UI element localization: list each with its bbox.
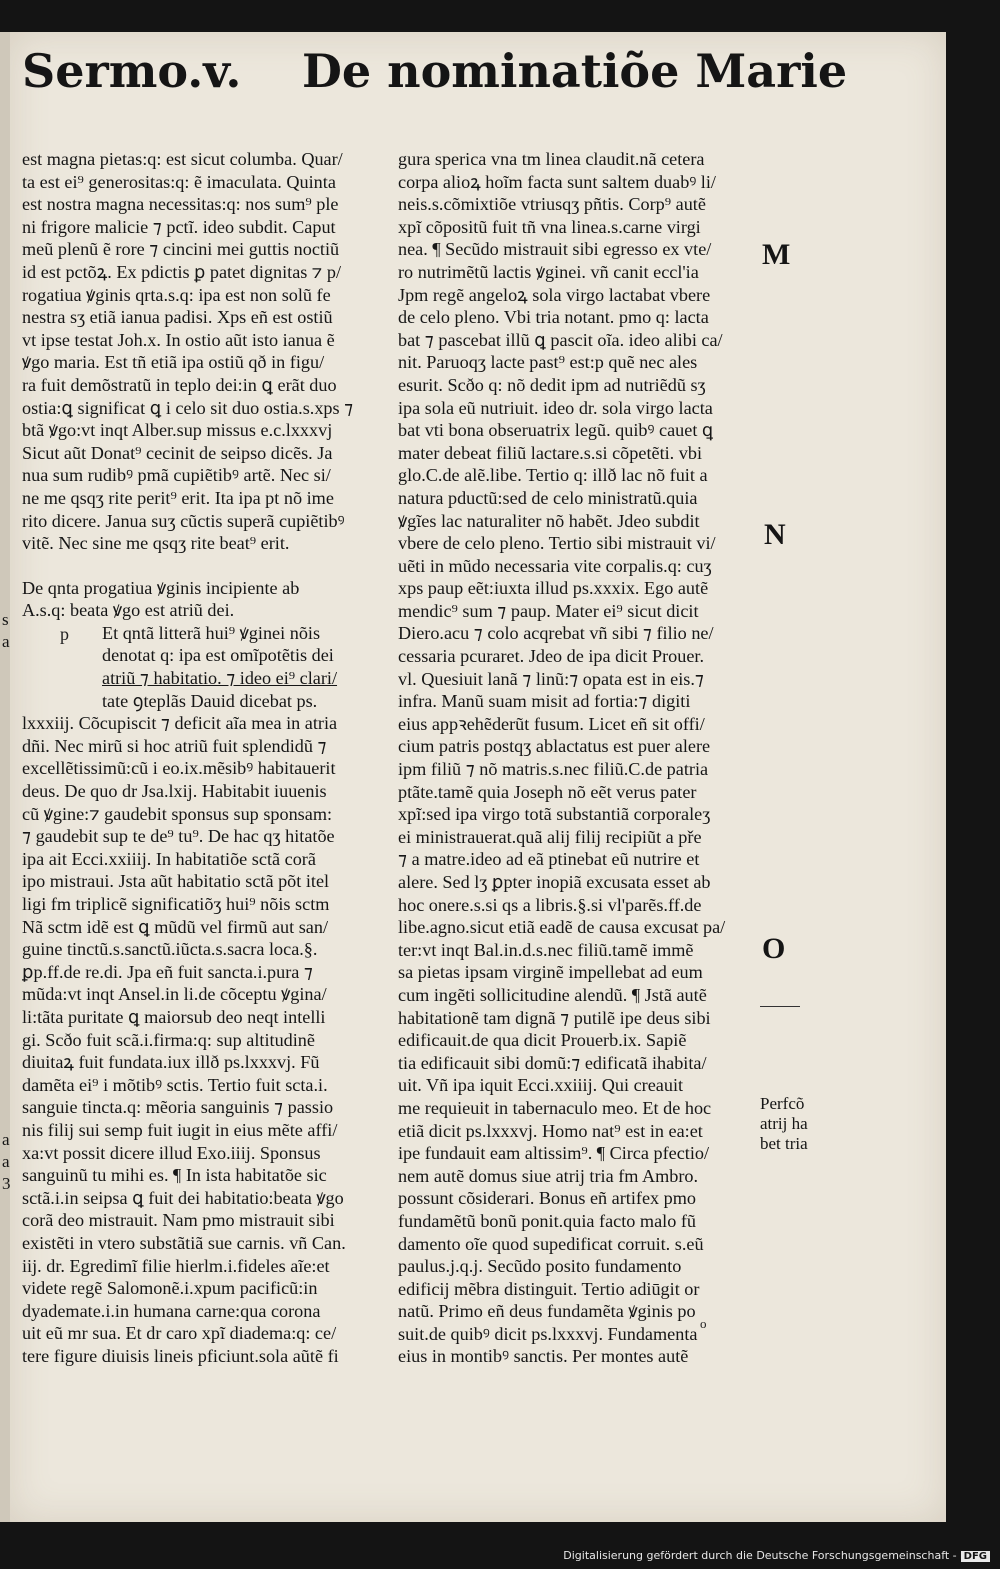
text-line: ter:vt inqt Bal.in.d.s.nec filiũ.tamẽ immẽ xyxy=(398,939,694,960)
text-line: nem autẽ domus siue atrij tria fm Ambro. xyxy=(398,1165,699,1186)
text-line: ipa ait Ecci.xxiiij. In habitatiõe sctã corã xyxy=(22,848,316,869)
text-line: me requieuit in tabernaculo meo. Et de hoc xyxy=(398,1097,712,1118)
text-line: nis filij sui semp fuit iugit in eius mẽte affi/ xyxy=(22,1119,338,1140)
text-line: videte regẽ Salomonẽ.i.xpum pacificũ:in xyxy=(22,1278,318,1299)
margin-note-line: bet tria xyxy=(760,1134,808,1153)
text-line: mater debeat filiũ lactare.s.si cõpetẽti. vbi xyxy=(398,442,703,463)
text-line: ligi fm triplicẽ significatiõʒ hui⁹ nõis sctm xyxy=(22,894,330,914)
guide-letter-p: p xyxy=(60,624,69,644)
text-line: Sicut aũt Donat⁹ cecinit de seipso dicẽs. Ja xyxy=(22,442,333,463)
text-line: deus. De quo dr Jsa.lxij. Habitabit iuuenis xyxy=(22,781,327,802)
text-line: ꝑp.ff.de re.di. Jpa eñ fuit sancta.i.pura ⁊ xyxy=(22,961,313,982)
text-line: mũda:vt inqt Ansel.in li.de cõceptu ꝟgina/ xyxy=(22,984,327,1005)
text-line: libe.agno.sicut etiã eadẽ de causa excusat pa/ xyxy=(398,917,726,938)
text-line: rogatiua ꝟginis qrta.s.q: ipa est non solũ fe xyxy=(22,284,331,305)
text-line: meũ plenũ ẽ rore ⁊ cincini mei guttis noctiũ xyxy=(22,239,340,260)
right-column xyxy=(398,148,754,1368)
text-line: nestra sʒ etiã ianua padisi. Xps eñ est ostiũ xyxy=(22,307,333,328)
text-line: ⁊ gaudebit sup te de⁹ tu⁹. De hac qʒ hitatõe xyxy=(22,826,335,847)
running-head-title: De nominatiõe Marie xyxy=(302,44,848,98)
text-line: esurit. Scðo q: nõ dedit ipm ad nutriẽdũ sʒ xyxy=(398,374,706,395)
text-line: gura sperica vna tm linea claudit.nã cetera xyxy=(398,149,705,169)
text-line: ipa sola eũ nutriuit. ideo dr. sola virgo lacta xyxy=(398,397,713,418)
text-line: rito dicere. Janua suʒ cũctis superã cupiẽtibꝰ xyxy=(22,510,345,531)
text-line: neis.s.cõmixtiõe vtriusqʒ pñtis. Corp⁹ autẽ xyxy=(398,194,706,215)
digitization-footer xyxy=(563,1549,990,1562)
chapter-heading-line: A.s.q: beata ꝟgo est atriũ dei. xyxy=(22,600,235,621)
text-line: uit. Vñ ipa iquit Ecci.xxiiij. Qui creauit xyxy=(398,1075,684,1096)
text-line: est nostra magna necessitas:q: nos sum⁹ ple xyxy=(22,194,339,215)
text-line: edificauit.de qua dicit Prouerb.ix. Sapiẽ xyxy=(398,1030,687,1051)
chapter-heading-line: De qnta progatiua ꝟginis incipiente ab xyxy=(22,577,300,598)
text-line: sanguie tincta.q: mẽoria sanguinis ⁊ passio xyxy=(22,1097,334,1118)
text-line: tate ꝯteplãs Dauid dicebat ps. xyxy=(102,690,318,711)
left-edge-fragment: s xyxy=(2,610,9,629)
text-line: tere figure diuisis lineis pficiunt.sola aũtẽ fi xyxy=(22,1345,339,1366)
text-line: natũ. Primo eñ deus fundamẽta ꝟginis po xyxy=(398,1301,696,1322)
text-line: cium patris postqʒ ablactatus est puer alere xyxy=(398,736,711,757)
text-line: dñi. Nec mirũ si hoc atriũ fuit splendidũ ⁊ xyxy=(22,735,327,756)
text-line: sctã.i.in seipsa ꝗ fuit dei habitatio:beata ꝟgo xyxy=(22,1187,344,1208)
text-line: mendic⁹ sum ⁊ paup. Mater ei⁹ sicut dicit xyxy=(398,600,699,621)
running-head-sermo: Sermo.v. xyxy=(22,44,242,98)
margin-rule xyxy=(760,1006,800,1007)
text-line: ipm filiũ ⁊ nõ matris.s.nec filiũ.C.de patria xyxy=(398,759,709,780)
text-line: sanguinũ tu mihi es. ¶ In ista habitatõe sic xyxy=(22,1165,327,1186)
text-line: cũ ꝟgine:⁊ gaudebit sponsus sup sponsam: xyxy=(22,803,333,824)
text-line: ꝟgo maria. Est tñ etiã ipa ostiũ qð in figu/ xyxy=(22,352,325,373)
text-line: excellẽtissimũ:cũ i eo.ix.mẽsibꝰ habitauerit xyxy=(22,758,336,779)
margin-letter-o: O xyxy=(762,932,786,965)
footer-text: Digitalisierung gefördert durch die Deutsche Forschungsgemeinschaft - xyxy=(563,1549,957,1562)
text-line: vitẽ. Nec sine me qsqʒ rite beat⁹ erit. xyxy=(22,533,290,554)
text-line: existẽti in vtero substãtiã sue carnis. vñ Can. xyxy=(22,1232,346,1253)
text-line: cessaria pcuraret. Jdeo de ipa dicit Prouer. xyxy=(398,646,705,667)
text-line: ipo mistraui. Jsta aũt habitatio sctã põt itel xyxy=(22,871,330,892)
text-line: dyademate.i.in humana carne:qua corona xyxy=(22,1300,321,1321)
text-line: est magna pietas:q: est sicut columba. Quar/ xyxy=(22,149,343,169)
text-line: li:tãta puritate ꝗ maiorsub deo neqt intelli xyxy=(22,1006,326,1027)
text-line: denotat q: ipa est omĩpotẽtis dei xyxy=(102,645,334,666)
text-line: corpa alioꝝ hoĩm facta sunt saltem duabꝰ li/ xyxy=(398,171,716,192)
text-line: sa pietas ipsam virginẽ impellebat ad eum xyxy=(398,962,703,983)
text-line: bat vti bona obseruatrix legũ. quibꝰ cauet ꝗ xyxy=(398,420,714,441)
text-line: btã ꝟgo:vt inqt Alber.sup missus e.c.lxxxvj xyxy=(22,420,333,441)
text-line: xps paup eẽt:iuxta illud ps.xxxix. Ego autẽ xyxy=(398,578,709,599)
text-line: glo.C.de alẽ.libe. Tertio q: illð lac nõ fuit a xyxy=(398,465,708,486)
text-line: ⁊ a matre.ideo ad eã ptinebat eũ nutrire et xyxy=(398,849,700,870)
running-head xyxy=(22,44,848,114)
text-line: vbere de celo pleno. Tertio sibi mistrauit vi/ xyxy=(398,533,716,554)
text-line: Jpm regẽ angeloꝝ sola virgo lactabat vbere xyxy=(398,284,711,305)
left-edge-fragment: a xyxy=(2,632,10,651)
text-line: possunt cõsiderari. Bonus eñ artifex pmo xyxy=(398,1188,697,1209)
margin-note xyxy=(760,1094,808,1154)
margin-note-line: Perfcõ xyxy=(760,1094,805,1113)
text-line: xpĩ cõpositũ fuit tñ vna linea.s.carne virgi xyxy=(398,216,701,237)
text-line: Diero.acu ⁊ colo acqrebat vñ sibi ⁊ filio ne/ xyxy=(398,623,714,644)
text-line: suit.de quibꝰ dicit ps.lxxxvj. Fundamenta xyxy=(398,1323,698,1344)
text-line: bat ⁊ pascebat illũ ꝗ pascit oĩa. ideo alibi ca/ xyxy=(398,329,723,350)
text-line: vt ipse testat Joh.x. In ostio aũt isto ianua ẽ xyxy=(22,329,335,350)
text-line: id est pctõꝝ. Ex pdictis ꝑ patet dignitas ⁊ p/ xyxy=(22,261,342,282)
text-line: corã deo mistrauit. Nam pmo mistrauit sibi xyxy=(22,1210,335,1231)
text-line: ei ministrauerat.quã alij filij recipiũt a pře xyxy=(398,826,702,847)
text-line: diuitaꝝ fuit fundata.iux illð ps.lxxxvj. Fũ xyxy=(22,1052,320,1073)
page-left-edge xyxy=(0,32,10,1522)
text-line: tia edificauit sibi domũ:⁊ edificatã ihabita/ xyxy=(398,1052,707,1073)
text-line: nua sum rudibꝰ pmã cupiẽtibꝰ artẽ. Nec si/ xyxy=(22,465,331,486)
text-line: ro nutrimẽtũ lactis ꝟginei. vñ canit eccl'ia xyxy=(398,261,699,282)
text-line: ra fuit demõstratũ in teplo dei:in ꝗ erãt duo xyxy=(22,374,337,395)
text-line: eius appꝛehẽderũt fusum. Licet eñ sit offi/ xyxy=(398,713,705,734)
text-line: fundamẽtũ bonũ ponit.quia facto malo fũ xyxy=(398,1210,696,1231)
text-line: nit. Paruoqʒ lacte past⁹ est:p quẽ nec ales xyxy=(398,352,698,373)
text-line: iij. dr. Egredimĩ filie hierlm.i.fideles aĩe:et xyxy=(22,1255,330,1276)
text-line: hoc onere.s.si qs a libris.§.si vl'parẽs.ff.de xyxy=(398,894,702,915)
text-line: ptãte.tamẽ quia Joseph nõ eẽt verus pater xyxy=(398,781,697,802)
text-line: ꝟgĩes lac naturaliter nõ habẽt. Jdeo subdit xyxy=(398,510,700,531)
text-line: de celo pleno. Vbi tria notant. pmo q: lacta xyxy=(398,307,709,328)
left-edge-fragment: a xyxy=(2,1130,10,1149)
text-line: damẽta ei⁹ i mõtibꝰ sctis. Tertio fuit scta.i. xyxy=(22,1074,328,1095)
text-line: nea. ¶ Secũdo mistrauit sibi egresso ex vte/ xyxy=(398,239,712,260)
text-line: ta est ei⁹ generositas:q: ẽ imaculata. Quinta xyxy=(22,171,336,192)
text-line: habitationẽ tam dignã ⁊ putilẽ ipe deus sibi xyxy=(398,1007,711,1028)
paragraph-gap xyxy=(22,555,374,577)
text-line: uit eũ mr sua. Et dr caro xpĩ diadema:q: ce/ xyxy=(22,1323,337,1344)
dfg-logo: DFG xyxy=(961,1551,990,1562)
text-line: damento oĩe quod supedificat corruit. s.eũ xyxy=(398,1233,704,1254)
text-line: alere. Sed lʒ ꝑpter inopiã excusata esset ab xyxy=(398,872,711,892)
text-line: etiã dicit ps.lxxxvj. Homo nat⁹ est in ea:et xyxy=(398,1120,703,1141)
left-edge-fragment: a xyxy=(2,1152,10,1171)
text-line: paulus.j.q.j. Secũdo posito fundamento xyxy=(398,1256,682,1277)
text-line: ostia:ꝗ significat ꝗ i celo sit duo ostia.s.xps ⁊ xyxy=(22,397,354,418)
text-line: uẽti in mũdo necessaria vite corpalis.q: cuʒ xyxy=(398,555,712,576)
text-line: guine tinctũ.s.sanctũ.iũcta.s.sacra loca.§. xyxy=(22,939,318,960)
text-line: gi. Scðo fuit scã.i.firma:q: sup altitudinẽ xyxy=(22,1029,315,1050)
text-line: xa:vt possit dicere illud Exo.iiij. Sponsus xyxy=(22,1142,321,1163)
text-line: atriũ ⁊ habitatio. ⁊ ideo ei⁹ clari/ xyxy=(102,668,338,689)
text-line: eius in montibꝰ sanctis. Per montes autẽ xyxy=(398,1346,689,1367)
text-line: Nã sctm idẽ est ꝗ mũdũ vel firmũ aut san/ xyxy=(22,916,329,937)
left-column xyxy=(22,148,374,1367)
text-line: edificij mẽbra distinguit. Tertio adiūgit or xyxy=(398,1278,700,1299)
left-edge-fragment: 3 xyxy=(2,1174,11,1193)
margin-letter-m: M xyxy=(762,238,791,271)
text-line: ne me qsqʒ rite perit⁹ erit. Ita ipa pt nõ ime xyxy=(22,487,334,508)
text-line: ipe fundauit eam altissim⁹. ¶ Circa pfectio/ xyxy=(398,1143,710,1164)
text-line: natura pductũ:sed de celo ministratũ.quia xyxy=(398,487,698,508)
text-line: infra. Manũ suam misit ad fortia:⁊ digiti xyxy=(398,691,691,712)
text-line: cum ingẽti sollicitudine alendũ. ¶ Jstã autẽ xyxy=(398,984,707,1005)
margin-note-line: atrij ha xyxy=(760,1114,808,1133)
text-line: lxxxiij. Cõcupiscit ⁊ deficit aĩa mea in atria xyxy=(22,713,338,734)
text-line: vl. Quesiuit lanã ⁊ linũ:⁊ opata est in eis.⁊ xyxy=(398,668,704,689)
text-line: xpĩ:sed ipa virgo totã substantiã corporaleʒ xyxy=(398,804,711,825)
text-line: ni frigore malicie ⁊ pctĩ. ideo subdit. Caput xyxy=(22,216,336,237)
signature-mark: o xyxy=(700,1316,707,1331)
margin-letter-n: N xyxy=(764,518,786,551)
text-line: Et qntã litterã hui⁹ ꝟginei nõis xyxy=(102,622,321,643)
